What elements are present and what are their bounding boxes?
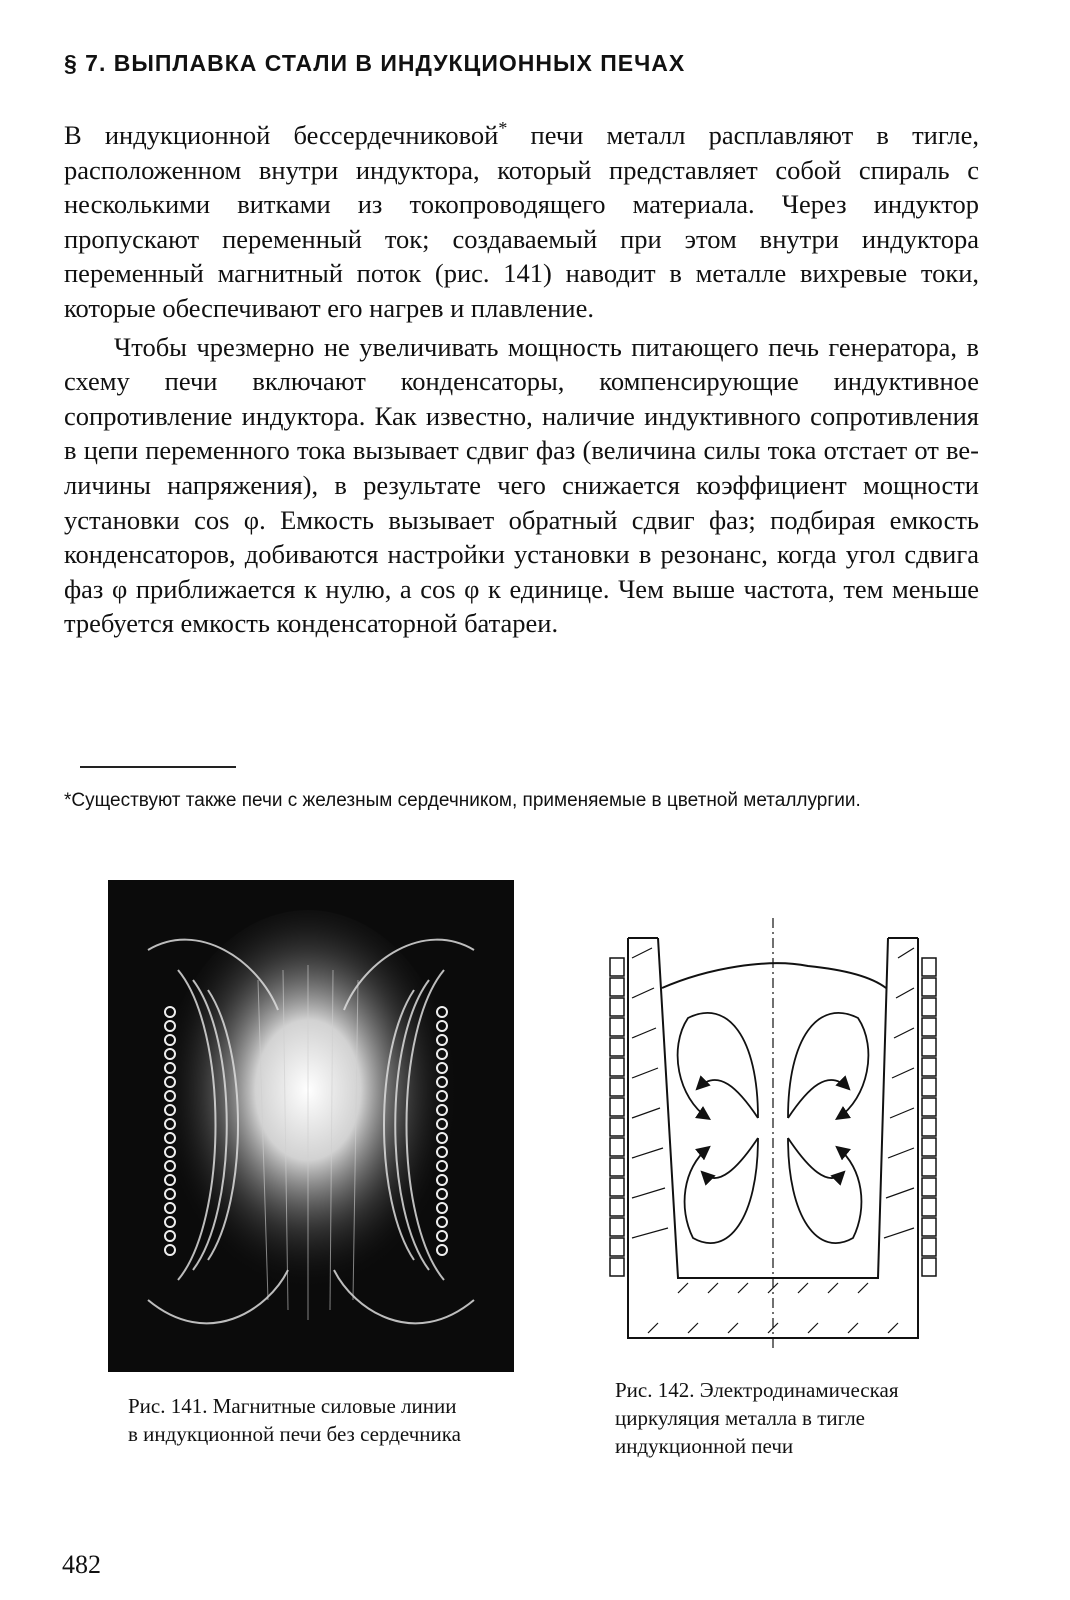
- page-number: 482: [62, 1550, 101, 1579]
- figure-141-caption: Рис. 141. Магнитные силовые линии в индукционной печи без сердечника: [128, 1394, 461, 1446]
- crucible-circulation-drawing: [608, 918, 938, 1348]
- footnote: *Существуют также печи с железным сердечником, применяемые в цветной металлургии.: [64, 790, 861, 811]
- paragraph-2: Чтобы чрезмерно не увеличивать мощность питающего печь генератора, в схему печи включают конденсаторы, компенсирующие индуктивное сопротивление индуктора. Как известно, наличие индуктивного сопротивления в цепи переменного тока вызывает сдвиг фаз (величина силы тока отстает от величины напряжения), в результате чего снижается коэффициент мощности установки cos φ. Емкость вызывает обратный сдвиг фаз; подбирая емкость конденсаторов, добиваются настройки установки в резонанс, когда угол сдвига фаз φ приближается к нулю, а cos φ к единице. Чем выше частота, тем меньше требуется емкость конденсаторной батареи.: [64, 331, 979, 639]
- paragraph-1: [64, 118, 979, 326]
- body-text: [64, 118, 979, 641]
- figure-142-caption: Рис. 142. Электродинамическая циркуляция металла в тигле индукционной печи: [615, 1378, 899, 1458]
- magnetic-field-photo-image: [108, 880, 514, 1372]
- section-heading: § 7. ВЫПЛАВКА СТАЛИ В ИНДУКЦИОННЫХ ПЕЧАХ: [64, 50, 686, 76]
- paragraph-1-rest: печи металл расплавляют в тигле, расположенном внутри индуктора, который представляет собой спираль с несколькими витками из токопроводящего материала. Через индуктор пропускают переменный ток; создаваемый при этом внутри индуктора переменный магнитный поток (рис. 141) наводит в металле вихревые токи, которые обеспечивают его нагрев и плавление.: [64, 120, 979, 323]
- figure-141-photo: [108, 880, 514, 1372]
- footnote-rule: [80, 766, 236, 768]
- paragraph-1-start: В индукционной бессердечниковой: [64, 120, 499, 150]
- figure-142-diagram: [608, 918, 938, 1348]
- footnote-marker: *: [498, 118, 508, 139]
